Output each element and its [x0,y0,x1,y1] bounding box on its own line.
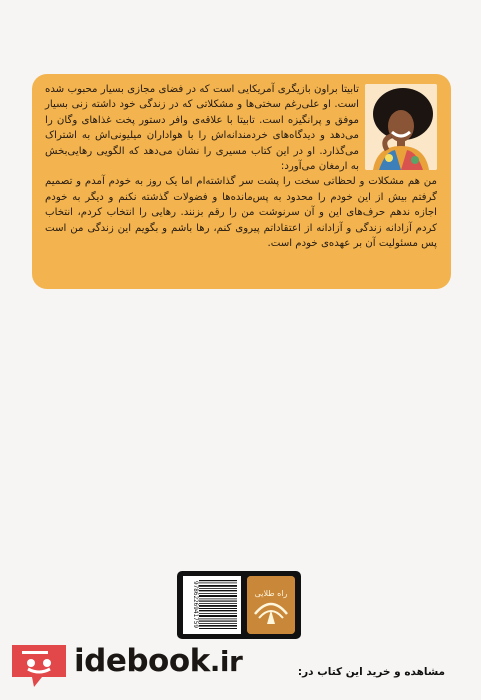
description-paragraph-2: من هم مشکلات و لحظاتی سخت را پشت سر گذاشته‌ام اما یک روز به خودم آمدم و تصمیم گرفتم بیش از این خودم را محدود به پس‌مانده‌ها و فضولات گذشته نکنم و دیگر به خودم اجازه ندهم حرف‌های این و آن سرنوشت من را رقم بزنند. رهایی را انتخاب کردم، انتخاب کردم آزادانه زندگی و آزادانه از اعتقاداتم پیروی کنم، رها باشم و بگویم این زندگی من است پس مسئولیت آن بر عهده‌ی خودم است. [45,176,437,250]
barcode-number: 9786226941759 [192,581,199,628]
barcode-publisher-block [177,571,301,639]
description-paragraph-1: تابیتا براون بازیگری آمریکایی است که در فضای مجازی بسیار محبوب شده است. او علی‌رغم سختی‌ها و مشکلاتی که در زندگی خود داشته زنی بسیار موفق و پرانگیزه است. تابیتا با علاقه‌ی وافر دستور پخت غذاهای وگان را می‌دهد و دیدگاه‌های خردمندانه‌اش را با هواداران میلیونی‌اش به اشتراک می‌گذارد. او در این کتاب مسیری را نشان می‌دهد که الگویی رهایی‌بخش به ارمغان می‌آورد: [45,84,359,173]
publisher-logo [247,576,295,634]
barcode [183,576,241,634]
author-photo [365,84,437,170]
description-panel [32,74,451,289]
publisher-logo-text: راه طلایی [254,589,288,598]
idebook-logo-icon [8,637,72,689]
site-name-main: idebook [74,643,210,679]
site-name-tld: .ir [209,645,243,678]
site-caption: مشاهده و خرید این کتاب در: [297,666,445,678]
